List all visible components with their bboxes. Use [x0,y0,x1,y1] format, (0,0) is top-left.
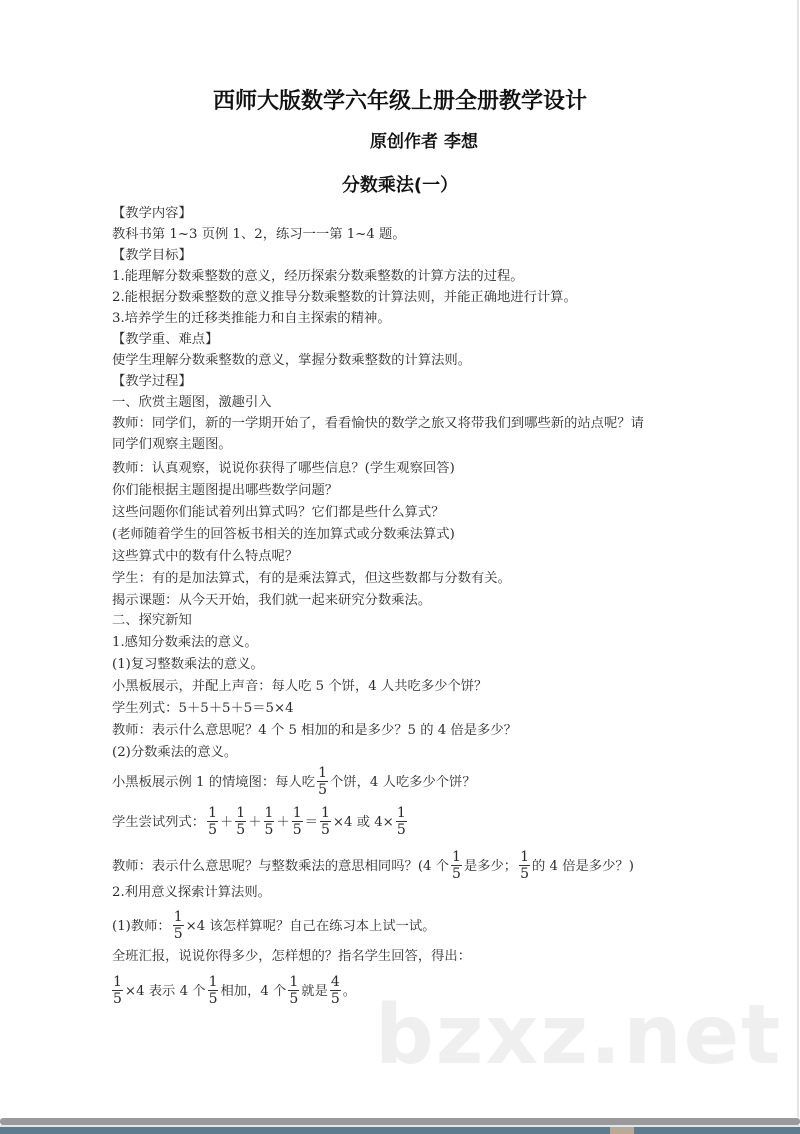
paragraph: 教师：表示什么意思呢？4 个 5 相加的和是多少？5 的 4 倍是多少？ [112,723,517,738]
taskbar-strip [0,1127,800,1134]
fraction: $\frac{1}{5}$ [264,805,274,838]
fraction: $\frac{1}{5}$ [318,765,327,798]
paragraph: (老师随着学生的回答板书相关的连加算式或分数乘法算式) [112,527,455,542]
paragraph: 教科书第 1~3 页例 1、2，练习一一第 1~4 题。 [112,227,406,242]
paragraph: 全班汇报，说说你得多少，怎样想的？指名学生回答，得出： [112,949,472,964]
paragraph: 小黑板展示，并配上声音：每人吃 5 个饼，4 人共吃多少个饼？ [112,679,488,694]
paragraph: 使学生理解分数乘整数的意义，掌握分数乘整数的计算法则。 [112,353,472,368]
fraction: $\frac{1}{5}$ [396,805,406,838]
paragraph-with-fraction: 学生尝试列式： $\frac{1}{5}$ ＋ $\frac{1}{5}$ ＋ $\frac{1}{5}$ ＋ $\frac{1}{5}$ ＝ $\frac{1}{5}$ ×4 或 4× $\frac{1}{5}$ [112,805,406,838]
section-heading-process: 【教学过程】 [112,374,192,389]
paragraph: 你们能根据主题图提出哪些数学问题？ [112,483,339,498]
paragraph: 揭示课题：从今天开始，我们就一起来研究分数乘法。 [112,593,432,608]
paragraph: 一、欣赏主题图，激趣引入 [112,395,272,410]
section-heading-goals: 【教学目标】 [112,248,192,263]
watermark: bzxz.net [375,988,783,1083]
paragraph: 1.能理解分数乘整数的意义，经历探索分数乘整数的计算方法的过程。 [112,269,524,284]
lesson-title: 分数乘法(一） [341,175,459,196]
section-heading-content: 【教学内容】 [112,206,192,221]
paragraph: 学生：有的是加法算式，有的是乘法算式，但这些数都与分数有关。 [112,571,511,586]
fraction: $\frac{1}{5}$ [173,909,183,942]
fraction: $\frac{1}{5}$ [208,805,217,838]
paragraph: 学生列式：5＋5＋5＋5＝5×4 [112,701,294,716]
paragraph-with-fraction: 教师：表示什么意思呢？与整数乘法的意思相同吗？(4 个 $\frac{1}{5}$ 是多少； $\frac{1}{5}$ 的 4 倍是多少？) [112,849,634,882]
paragraph: 2.能根据分数乘整数的意义推导分数乘整数的计算法则，并能正确地进行计算。 [112,290,577,305]
paragraph: 这些问题你们能试着列出算式吗？它们都是些什么算式？ [112,505,445,520]
fraction: $\frac{1}{5}$ [113,974,122,1007]
fraction: $\frac{1}{5}$ [452,849,461,882]
horizontal-scrollbar[interactable] [0,1118,800,1125]
taskbar-icon[interactable] [610,1127,634,1134]
paragraph-with-fraction: (1)教师： $\frac{1}{5}$ ×4 该怎样算呢？自己在练习本上试一试。 [112,909,436,942]
paragraph: 3.培养学生的迁移类推能力和自主探索的精神。 [112,311,391,326]
paragraph: 1.感知分数乘法的意义。 [112,635,258,650]
paragraph-with-fraction: 小黑板展示例 1 的情境图：每人吃 $\frac{1}{5}$ 个饼，4 人吃多少个饼？ [112,765,476,798]
fraction: $\frac{1}{5}$ [289,974,299,1007]
fraction: $\frac{1}{5}$ [520,849,530,882]
document-title: 西师大版数学六年级上册全册教学设计 [212,89,587,114]
fraction: $\frac{4}{5}$ [330,974,340,1007]
fraction: $\frac{1}{5}$ [208,974,218,1007]
paragraph: 2.利用意义探索计算法则。 [112,885,271,900]
paragraph: 教师：同学们，新的一学期开始了，看看愉快的数学之旅又将带我们到哪些新的站点呢？请 [112,416,644,431]
section-heading-keypoints: 【教学重、难点】 [112,332,219,347]
fraction: $\frac{1}{5}$ [292,805,302,838]
paragraph: (1)复习整数乘法的意义。 [112,657,264,672]
fraction: $\frac{1}{5}$ [236,805,246,838]
paragraph: 这些算式中的数有什么特点呢？ [112,549,299,564]
document-author: 原创作者 李想 [370,132,478,152]
fraction: $\frac{1}{5}$ [320,805,330,838]
paragraph: 同学们观察主题图。 [112,437,232,452]
paragraph: 二、探究新知 [112,613,192,628]
paragraph: (2)分数乘法的意义。 [112,745,238,760]
paragraph-with-fraction: $\frac{1}{5}$ ×4 表示 4 个 $\frac{1}{5}$ 相加，4 个 $\frac{1}{5}$ 就是 $\frac{4}{5}$ 。 [113,974,357,1007]
paragraph: 教师：认真观察，说说你获得了哪些信息？(学生观察回答) [112,461,455,476]
